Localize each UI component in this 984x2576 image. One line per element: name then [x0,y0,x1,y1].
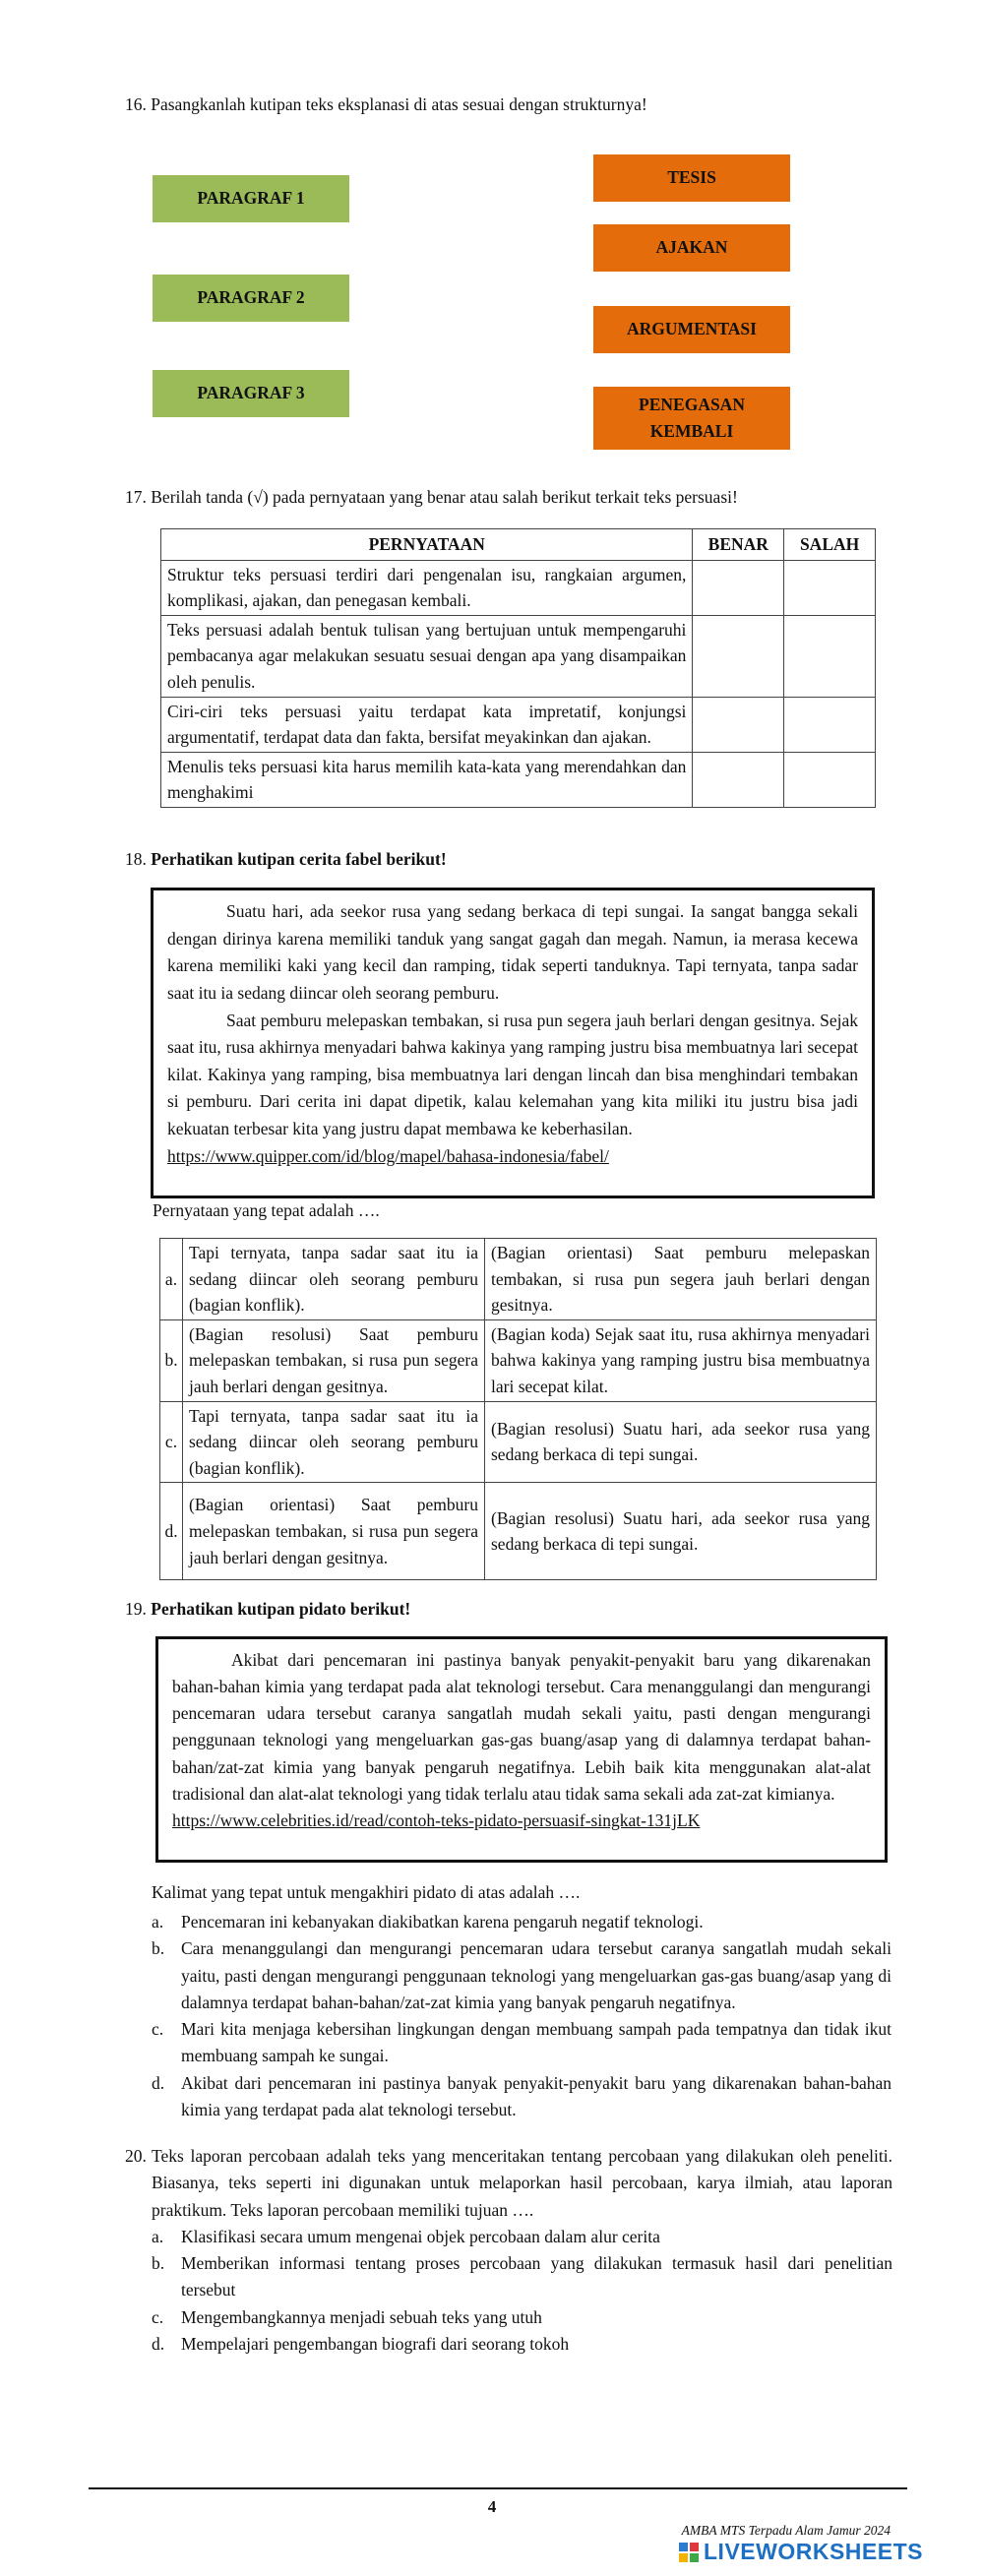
option-text: Pencemaran ini kebanyakan diakibatkan karena pengaruh negatif teknologi. [181,1912,704,1932]
option-label: d. [160,1483,183,1580]
statement: Struktur teks persuasi terdiri dari pengenalan isu, rangkaian argumen, komplikasi, ajakan, dan penegasan kembali. [161,560,693,615]
speech-paragraph: Akibat dari pencemaran ini pastinya banyak penyakit-penyakit baru yang dikarenakan bahan-bahan kimia yang terdapat pada alat teknologi tersebut. Cara menanggulangi dan mengurangi pencemaran udara tersebut caranya sangatlah mudah sekali yaitu, pasti dengan mengurangi penggunaan teknologi yang mengeluarkan gas-gas buang/asap yang di dalamnya terdapat bahan-bahan/zat-zat kimia yang banyak pengaruh negatifnya. Lebih baik kita menggunakan alat-alat tradisional dan alat-alat teknologi yang tidak terlalu atau tidak sama sekali ada zat-zat kimianya. [172,1650,871,1804]
benar-cell[interactable] [693,615,784,697]
q18-title: Perhatikan kutipan cerita fabel berikut! [151,849,447,869]
q19-option-a[interactable] [152,1909,892,1935]
salah-cell[interactable] [784,697,876,752]
statement: Teks persuasi adalah bentuk tulisan yang bertujuan untuk mempengaruhi pembacanya agar melakukan sesuatu sesuai dengan apa yang disampaikan oleh penulis. [161,615,693,697]
salah-cell[interactable] [784,560,876,615]
option-text: Cara menanggulangi dan mengurangi pencemaran udara tersebut caranya sangatlah mudah sekali yaitu, pasti dengan mengurangi penggunaan teknologi yang mengeluarkan gas-gas buang/asap yang di dalamnya terdapat bahan-bahan/zat-zat kimia yang banyak pengaruh negatifnya. [181,1938,892,2012]
q17-table [160,528,876,808]
option-right: (Bagian orientasi) Saat pemburu melepaskan tembakan, si rusa pun segera jauh berlari dengan gesitnya. [485,1239,877,1320]
option-text: Mempelajari pengembangan biografi dari seorang tokoh [181,2334,570,2355]
option-label: b. [152,2253,165,2274]
option-label: d. [152,2334,165,2355]
q20-option-b[interactable] [152,2250,892,2304]
option-text: Klasifikasi secara umum mengenai objek percobaan dalam alur cerita [181,2226,660,2246]
footer-divider [89,2487,907,2489]
col-pernyataan: PERNYATAAN [161,529,693,561]
option-row-d[interactable] [160,1483,877,1580]
option-left: Tapi ternyata, tanpa sadar saat itu ia sedang diincar oleh seorang pemburu (bagian konflik). [183,1401,485,1483]
q20-block [125,2143,892,2358]
benar-cell[interactable] [693,560,784,615]
match-right-argumentasi[interactable]: ARGUMENTASI [593,306,790,353]
option-text: Memberikan informasi tentang proses percobaan yang dilakukan termasuk hasil dari penelitian tersebut [181,2253,892,2300]
q20-number: 20. [125,2146,147,2166]
table-row [161,697,876,752]
match-right-ajakan[interactable]: AJAKAN [593,224,790,272]
match-left-3[interactable]: PARAGRAF 3 [153,370,349,417]
match-right-tesis[interactable]: TESIS [593,154,790,202]
statement: Ciri-ciri teks persuasi yaitu terdapat kata impretatif, konjungsi argumentatif, terdapat data dan fakta, bersifat meyakinkan dan ajakan. [161,697,693,752]
option-row-a[interactable] [160,1239,877,1320]
fable-source-link[interactable]: https://www.quipper.com/id/blog/mapel/bahasa-indonesia/fabel/ [167,1145,609,1166]
q19-heading [125,1599,410,1620]
match-left-2[interactable]: PARAGRAF 2 [153,275,349,322]
q18-number: 18. [125,849,147,869]
col-salah: SALAH [784,529,876,561]
statement: Menulis teks persuasi kita harus memilih kata-kata yang merendahkan dan menghakimi [161,752,693,807]
option-right: (Bagian resolusi) Suatu hari, ada seekor rusa yang sedang berkaca di tepi sungai. [485,1483,877,1580]
option-label: a. [160,1239,183,1320]
q18-heading [125,849,447,870]
option-label: c. [152,2306,164,2327]
q20-option-d[interactable] [152,2331,892,2358]
option-row-c[interactable] [160,1401,877,1483]
liveworksheets-logo [679,2539,923,2565]
school-footer: AMBA MTS Terpadu Alam Jamur 2024 [681,2523,891,2538]
q19-number: 19. [125,1599,147,1619]
option-label: a. [152,2226,164,2246]
fable-paragraph-1: Suatu hari, ada seekor rusa yang sedang berkaca di tepi sungai. Ia sangat bangga sekali dengan dirinya karena memiliki tanduk yang sangat gagah dan megah. Namun, ia merasa kecewa karena memiliki kaki yang kecil dan ramping, tidak seperti tanduknya. Tapi ternyata, tanpa sadar saat itu ia sedang diincar oleh seorang pemburu. [167,901,858,1003]
q20-option-a[interactable] [152,2224,892,2250]
fable-paragraph-2: Saat pemburu melepaskan tembakan, si rusa pun segera jauh berlari dengan gesitnya. Sejak saat itu, rusa akhirnya menyadari bahwa kakinya yang ramping justru bisa membuatnya lari secepat kilat. Kakinya yang ramping, bisa membuatnya lari dengan lincah dan bisa menghindari tembakan si pemburu. Dari cerita ini dapat dipetik, kalau kelemahan yang kita miliki itu justru bisa jadi kekuatan terbesar kita yang justru dapat membawa ke keberhasilan. [167,1010,858,1139]
speech-source-link[interactable]: https://www.celebrities.id/read/contoh-teks-pidato-persuasif-singkat-131jLK [172,1809,701,1830]
benar-cell[interactable] [693,752,784,807]
q17-prompt: 17. Berilah tanda (√) pada pernyataan yang benar atau salah berikut terkait teks persuasi! [125,487,738,507]
option-left: (Bagian orientasi) Saat pemburu melepaskan tembakan, si rusa pun segera jauh berlari dengan gesitnya. [183,1483,485,1580]
option-label: a. [152,1912,164,1932]
q19-option-c[interactable] [152,2016,892,2070]
option-label: d. [152,2072,165,2093]
q18-question: Pernyataan yang tepat adalah …. [153,1200,380,1220]
q19-option-b[interactable] [152,1935,892,2016]
col-benar: BENAR [693,529,784,561]
option-left: Tapi ternyata, tanpa sadar saat itu ia sedang diincar oleh seorang pemburu (bagian konflik). [183,1239,485,1320]
q19-option-d[interactable] [152,2070,892,2124]
option-label: b. [152,1938,165,1959]
fable-passage [151,888,875,1198]
salah-cell[interactable] [784,752,876,807]
option-left: (Bagian resolusi) Saat pemburu melepaskan tembakan, si rusa pun segera jauh berlari dengan gesitnya. [183,1319,485,1401]
salah-cell[interactable] [784,615,876,697]
option-right: (Bagian resolusi) Suatu hari, ada seekor rusa yang sedang berkaca di tepi sungai. [485,1401,877,1483]
speech-passage [155,1636,888,1863]
benar-cell[interactable] [693,697,784,752]
q18-options-table [159,1238,877,1580]
table-row [161,615,876,697]
option-row-b[interactable] [160,1319,877,1401]
q20-option-c[interactable] [152,2304,892,2331]
match-right-penegasan[interactable]: PENEGASAN KEMBALI [593,387,790,450]
q19-options [152,1909,892,2123]
liveworksheets-icon [679,2543,699,2562]
q20-prompt: Teks laporan percobaan adalah teks yang menceritakan tentang percobaan yang dilakukan oleh peneliti. Biasanya, teks seperti ini digunakan untuk melaporkan hasil percobaan, karya ilmiah, atau laporan praktikum. Teks laporan percobaan memiliki tujuan …. [152,2146,892,2220]
option-label: c. [152,2019,164,2040]
option-right: (Bagian koda) Sejak saat itu, rusa akhirnya menyadari bahwa kakinya yang ramping justru bisa membuatnya lari secepat kilat. [485,1319,877,1401]
page-number: 4 [487,2497,497,2516]
match-left-1[interactable]: PARAGRAF 1 [153,175,349,222]
option-label: b. [160,1319,183,1401]
q16-prompt: 16. Pasangkanlah kutipan teks eksplanasi di atas sesuai dengan strukturnya! [125,94,647,114]
option-label: c. [160,1401,183,1483]
liveworksheets-wordmark: LIVEWORKSHEETS [704,2539,923,2564]
option-text: Akibat dari pencemaran ini pastinya banyak penyakit-penyakit baru yang dikarenakan bahan-bahan kimia yang terdapat pada alat teknologi tersebut. [181,2072,892,2120]
table-row [161,560,876,615]
option-text: Mari kita menjaga kebersihan lingkungan dengan membuang sampah pada tempatnya dan tidak ikut membuang sampah ke sungai. [181,2019,892,2066]
q19-question: Kalimat yang tepat untuk mengakhiri pidato di atas adalah …. [152,1882,581,1902]
table-row [161,752,876,807]
q19-title: Perhatikan kutipan pidato berikut! [151,1599,411,1619]
option-text: Mengembangkannya menjadi sebuah teks yang utuh [181,2306,542,2327]
